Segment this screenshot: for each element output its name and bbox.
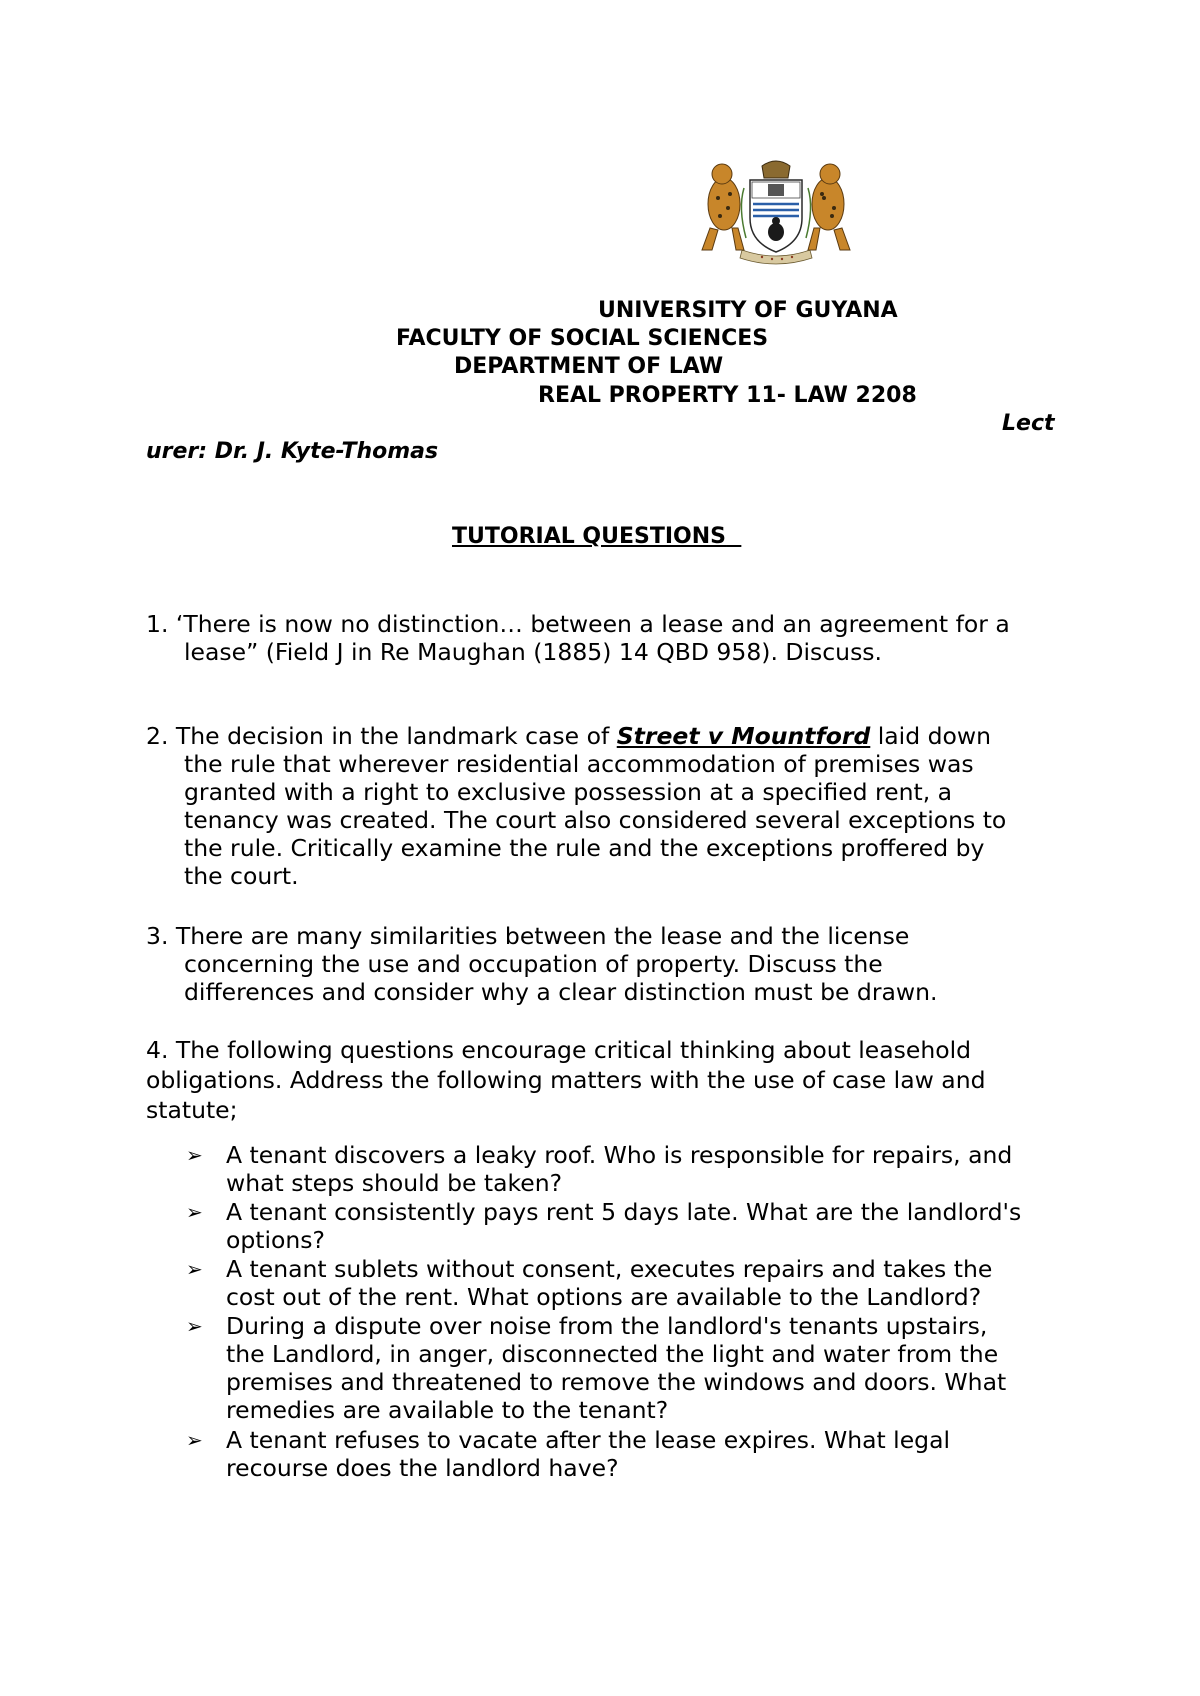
question-1-line-2: lease” (Field J in Re Maughan (1885) 14 QBD 958). Discuss. [184, 638, 883, 666]
coat-of-arms-icon [692, 158, 860, 266]
question-3-line-1: 3. There are many similarities between the lease and the license [146, 922, 910, 950]
question-3-line-3: differences and consider why a clear distinction must be drawn. [184, 978, 938, 1006]
question-3-line-2: concerning the use and occupation of property. Discuss the [184, 950, 883, 978]
university-name: UNIVERSITY OF GUYANA [598, 298, 898, 323]
question-2-line-2: the rule that wherever residential accommodation of premises was [184, 750, 974, 778]
question-2-line-5: the rule. Critically examine the rule and the exceptions proffered by [184, 834, 985, 862]
list-item [186, 1312, 1086, 1424]
list-item [186, 1141, 1086, 1197]
bullet-5-line-1: A tenant refuses to vacate after the lease expires. What legal [226, 1426, 951, 1454]
question-2-line-4: tenancy was created. The court also considered several exceptions to [184, 806, 1007, 834]
department-name: DEPARTMENT OF LAW [454, 354, 724, 379]
question-4 [146, 1035, 986, 1125]
arrow-bullet-icon: ➢ [186, 1314, 203, 1338]
course-title: REAL PROPERTY 11- LAW 2208 [538, 383, 917, 408]
bullet-2-line-2: options? [226, 1226, 326, 1254]
bullet-1-line-2: what steps should be taken? [226, 1169, 563, 1197]
question-4-line-3: statute; [146, 1096, 238, 1124]
question-2-line-1: 2. The decision in the landmark case of Street v Mountford laid down [146, 722, 992, 750]
question-1-line-1: 1. ‘There is now no distinction… between a lease and an agreement for a [146, 610, 1010, 638]
bullet-4-line-1: During a dispute over noise from the landlord's tenants upstairs, [226, 1312, 988, 1340]
bullet-1-line-1: A tenant discovers a leaky roof. Who is responsible for repairs, and [226, 1141, 1013, 1169]
bullet-5-line-2: recourse does the landlord have? [226, 1454, 619, 1482]
question-1 [146, 610, 1010, 666]
bullet-3-line-2: cost out of the rent. What options are available to the Landlord? [226, 1283, 982, 1311]
lecturer-name: urer: Dr. J. Kyte-Thomas [146, 439, 439, 464]
page-title: TUTORIAL QUESTIONS [452, 524, 727, 549]
bullet-4-line-2: the Landlord, in anger, disconnected the light and water from the [226, 1340, 999, 1368]
question-2-line-6: the court. [184, 862, 299, 890]
list-item [186, 1255, 1086, 1311]
question-4-line-2: obligations. Address the following matters with the use of case law and [146, 1066, 986, 1094]
bullet-4-line-3: premises and threatened to remove the windows and doors. What [226, 1368, 1007, 1396]
question-2 [146, 722, 1006, 890]
question-4-line-1: 4. The following questions encourage critical thinking about leasehold [146, 1036, 972, 1064]
arrow-bullet-icon: ➢ [186, 1143, 203, 1167]
lecturer-label-part1: Lect [1002, 411, 1055, 436]
bullet-3-line-1: A tenant sublets without consent, executes repairs and takes the [226, 1255, 993, 1283]
question-3 [146, 922, 938, 1006]
bullet-2-line-1: A tenant consistently pays rent 5 days late. What are the landlord's [226, 1198, 1022, 1226]
list-item [186, 1198, 1086, 1254]
arrow-bullet-icon: ➢ [186, 1257, 203, 1281]
question-2-line-3: granted with a right to exclusive possession at a specified rent, a [184, 778, 953, 806]
case-name: Street v Mountford [616, 722, 871, 750]
faculty-name: FACULTY OF SOCIAL SCIENCES [396, 326, 769, 351]
arrow-bullet-icon: ➢ [186, 1428, 203, 1452]
list-item [186, 1426, 1086, 1482]
bullet-4-line-4: remedies are available to the tenant? [226, 1396, 669, 1424]
arrow-bullet-icon: ➢ [186, 1200, 203, 1224]
